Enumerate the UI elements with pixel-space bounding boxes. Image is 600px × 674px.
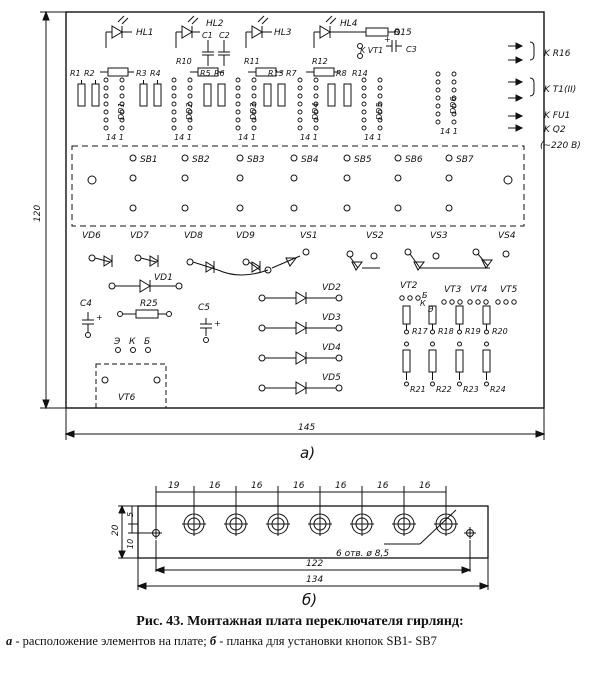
resistor-label: R12 [312,57,328,66]
resistor-r25 [118,310,172,318]
chip-label: DD5 [375,102,384,120]
pin-label: 14 1 [238,133,256,142]
button-label: SB3 [247,155,265,165]
resistor-label: R2 [84,69,95,78]
connection-label: K T1(II) [544,85,577,95]
led-hl2 [176,16,200,48]
strip-dim-label: 16 [335,481,347,491]
strip-dim-10: 10 [126,538,135,549]
led-hl3 [246,16,272,48]
resistor-label: R25 [140,299,158,309]
diode-row [89,249,509,275]
chip-label: DD6 [449,96,458,114]
transistor-label: VT6 [118,393,136,403]
strip-holes-note: 6 отв. ø 8,5 [336,549,390,559]
cap-label: C4 [80,299,93,309]
chip-label: DD3 [249,102,258,120]
resistor-label: R8 [336,69,347,78]
cap-label: C2 [219,31,230,40]
button-label: SB4 [301,155,319,165]
resistor-label: R3 [136,69,147,78]
resistor-label: R17 [412,327,428,336]
resistor-label: R20 [492,327,508,336]
button-label: SB6 [405,155,423,165]
diode-label: VD4 [322,343,341,353]
pin-label: 14 1 [440,127,458,136]
connection-label: (~220 В) [540,141,581,151]
strip-dim-label: 19 [168,481,180,491]
subfigure-a-label: а) [300,444,316,462]
strip-button-holes [182,512,458,536]
button-strip-drawing [118,486,488,590]
resistor-label: R7 [286,69,297,78]
chip-label: DD2 [185,102,194,120]
tr-pin-label: Б [422,291,428,300]
svg-text:+: + [384,35,391,44]
resistor-label: R14 [352,69,368,78]
cap-label: C5 [198,303,211,313]
tr-pin-label: К [420,299,426,308]
diode-label: VD1 [154,273,173,283]
caption-b-letter: б [209,634,217,648]
vt6-pin-label: Э [114,337,121,347]
pin-label: 14 1 [106,133,124,142]
svg-text:+: + [214,319,221,328]
resistor-label: R23 [463,385,479,394]
pin-label: 14 1 [364,133,382,142]
diode-label: VD7 [130,231,149,241]
strip-labels [111,481,431,609]
strip-dim-label: 16 [377,481,389,491]
thyristor-label: VS1 [300,231,318,241]
chip-pin-columns [104,72,456,130]
diode-label: VD9 [236,231,255,241]
board-height-label: 120 [33,204,43,222]
connection-label: K Q2 [544,125,566,135]
resistor-label: R19 [465,327,481,336]
diode-label: VD2 [322,283,341,293]
diode-label: VD6 [82,231,101,241]
subfigure-b-label: б) [302,591,318,609]
strip-dim-134: 134 [306,575,324,585]
resistor-label: R21 [410,385,426,394]
strip-outline [138,506,488,558]
resistor-label: R6 [214,69,225,78]
led-hl4 [314,16,340,48]
strip-dim-label: 16 [209,481,221,491]
led-label: HL1 [136,28,154,38]
figure-description [0,632,600,650]
svg-text:+: + [96,313,103,322]
button-label: SB2 [192,155,210,165]
kvt1-label: K VT1 [360,46,384,55]
strip-dim-label: 16 [293,481,305,491]
diode-label: VD3 [322,313,341,323]
thyristor-label: VS3 [430,231,448,241]
caption-a-letter: а [6,634,13,648]
resistor-label: R11 [244,57,260,66]
caption-b-text: - планка для установки кнопок SB1- SB7 [216,634,437,648]
led-label: HL4 [340,19,358,29]
resistors-vertical-top [78,80,351,106]
vt6-pin-label: Б [144,337,151,347]
board-width-label: 145 [298,423,316,433]
figure-title: Рис. 43. Монтажная плата переключателя гирлянд: [136,614,464,629]
chip-label: DD4 [311,102,320,120]
external-connections [508,42,534,131]
resistor-label: R15 [394,28,412,38]
strip-dim-label: 16 [419,481,431,491]
cap-label: C3 [406,45,417,54]
button-label: SB5 [354,155,372,165]
strip-dim-label: 16 [251,481,263,491]
caption-a-text: - расположение элементов на плате; [12,634,210,648]
tr-pin-label: Э [428,305,434,314]
thyristor-label: VS4 [498,231,516,241]
capacitors-c1-c2 [202,40,230,66]
transistor-label: VT5 [500,285,518,295]
resistor-label: R5 [200,69,211,78]
button-label: SB7 [456,155,474,165]
transistor-group [400,296,516,386]
diode-label: VD5 [322,373,341,383]
led-label: HL2 [206,19,224,29]
board-labels [33,19,581,462]
led-label: HL3 [274,28,292,38]
transistor-label: VT4 [470,285,488,295]
transistor-label: VT2 [400,281,418,291]
strip-dim-122: 122 [306,559,324,569]
connection-label: K FU1 [544,111,571,121]
figure-caption [0,612,600,650]
pin-label: 14 1 [174,133,192,142]
resistor-label: R1 [70,69,81,78]
resistor-label: R13 [268,69,284,78]
chip-label: DD1 [117,102,126,120]
resistor-label: R24 [490,385,506,394]
diode-label: VD8 [184,231,203,241]
pin-label: 14 1 [300,133,318,142]
resistor-label: R18 [438,327,454,336]
capacitor-c4 [82,312,103,338]
resistor-label: R22 [436,385,452,394]
thyristor-label: VS2 [366,231,384,241]
led-hl1 [106,16,132,48]
strip-height-label: 20 [111,524,121,536]
capacitor-c5 [200,318,221,343]
cap-label: C1 [202,31,213,40]
transistor-label: VT3 [444,285,462,295]
vt6-pin-label: К [129,337,136,347]
connection-label: K R16 [544,49,571,59]
strip-dim-5: 5 [126,511,135,517]
resistor-label: R4 [150,69,161,78]
resistor-label: R10 [176,57,192,66]
button-label: SB1 [140,155,158,165]
